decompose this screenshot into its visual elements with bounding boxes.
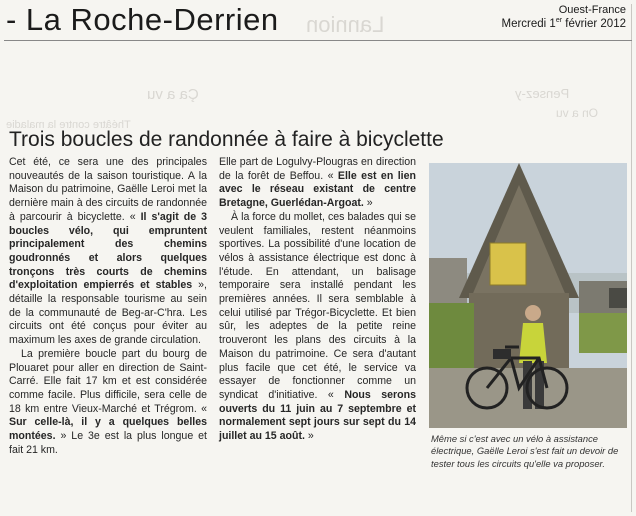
header-rule (4, 40, 632, 41)
paragraph (9, 156, 207, 348)
text-run: La première boucle part du bourg de Plouaret pour aller en direction de Saint-Carré. Elle fait 17 km et est considérée comme facile. Plus difficile, sera celle de 18 km entre Vieux-Marché et Trégrom. « (9, 347, 207, 415)
text-run: À la force du mollet, ces balades qui se veulent familiales, restent néanmoins sportives. La possibilité d'une location de vélos à assistance électrique est donc à l'étude. En attendant, un balisage temporaire sera installé pendant les premières années. Il sera semblable à celui utilisé par Trégor-Bicyclette. Et bien sûr, les adeptes de la petite reine trouveront les plans des circuits à la Maison du patrimoine. Ce sera d'autant plus facile que cet été, le service va essayer de fonctionner comme un syndicat d'initiative. « (219, 210, 416, 401)
paragraph (219, 156, 416, 211)
bleed-through-text: Ça a vu (147, 86, 199, 103)
text-run: Cet été, ce sera une des principales nouveautés de la saison touristique. A la Maison du patrimoine, Gaëlle Leroi met la dernière main à des circuits de randonnée à parcourir à bicyclette. « (9, 156, 207, 223)
publication-date: Mercredi 1er février 2012 (501, 17, 626, 30)
bold-quote: Elle est en lien avec le réseau existant de centre Bretagne, Guerlédan-Argoat. (219, 169, 416, 210)
paragraph (219, 211, 416, 444)
grass (579, 313, 627, 353)
yellow-sign (490, 243, 526, 285)
text-run: » Le 3e est la plus longue et fait 21 km. (9, 430, 207, 456)
grass (429, 303, 474, 373)
bleed-through-text: Pensez-y (515, 86, 570, 101)
wall (609, 288, 627, 308)
article-column-1 (9, 156, 207, 457)
newspaper-brand: Ouest-France (558, 4, 626, 16)
bold-quote: Nous serons ouverts du 11 juin au 7 septembre et normalement sept jours sur sept du 14 juillet au 15 août. (219, 388, 417, 443)
bleed-through-text: Lannion (306, 12, 385, 37)
text-run: » (304, 430, 314, 443)
photo-illustration (429, 163, 627, 428)
bleed-through-text: Théâtre contre la maladie (6, 119, 131, 131)
paragraph (9, 348, 207, 458)
bold-quote: Sur celle-là, il y a quelques belles montées. (9, 416, 207, 443)
bold-quote: Il s'agit de 3 boucles vélo, qui empruntent principalement des chemins goudronnés et alors quelques tronçons très courts de chemins d'exploitation empierrés et stables (9, 210, 208, 292)
article-title: Trois boucles de randonnée à faire à bicyclette (9, 128, 444, 151)
bicycle-basket (493, 349, 511, 359)
photo-caption: Même si c'est avec un vélo à assistance électrique, Gaëlle Leroi s'est fait un devoir de tester tous les circuits qu'elle va proposer. (431, 433, 619, 469)
article-photo (429, 163, 627, 428)
text-run: Elle part de Logulvy-Plougras en direction de la forêt de Beffou. « (219, 156, 416, 182)
bleed-through-text: On a vu (556, 106, 599, 120)
text-run: » (363, 197, 373, 210)
text-run: », détaille la responsable tourisme au sein de la communauté de Beg-ar-C'hra. Les circuits ont été conçus pour éviter au maximum les axes de grande circulation. (9, 279, 207, 347)
section-heading: - La Roche-Derrien (6, 2, 279, 37)
article-column-2 (219, 156, 416, 444)
person-head (525, 305, 541, 321)
